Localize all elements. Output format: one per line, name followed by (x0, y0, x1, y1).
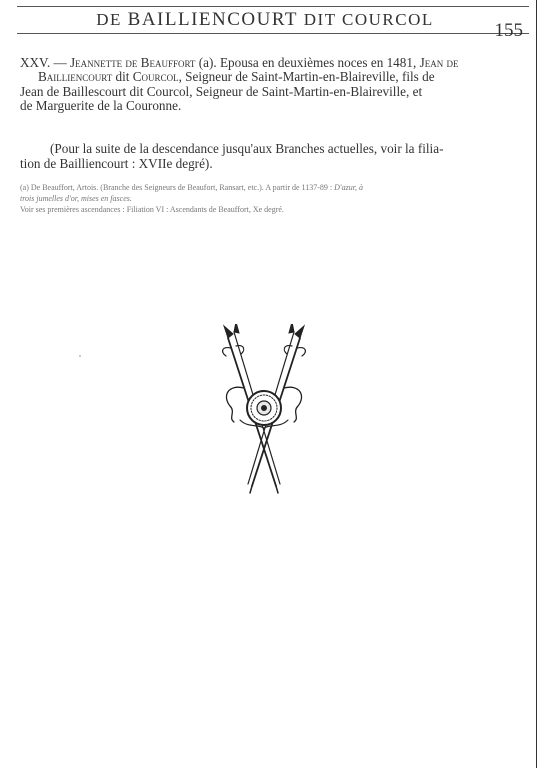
running-header (30, 9, 500, 31)
header-prefix: DE (96, 10, 122, 29)
spouse-alias: Courcol (132, 69, 179, 85)
entry-line-3: Jean de Baillescourt dit Courcol, Seigneur de Saint-Martin-en-Blaireville, et (20, 83, 423, 99)
person-name: Jeannette de Beauffort (69, 55, 196, 70)
paper-speck (79, 355, 81, 357)
blazon-text: D'azur, à (334, 183, 363, 192)
header-rule-top (17, 6, 529, 7)
header-family-name: BAILLIENCOURT (127, 9, 298, 30)
entry-line-2 (20, 70, 523, 84)
page-number: 155 (494, 20, 523, 41)
spouse-surname: Bailliencourt (38, 69, 113, 85)
genealogy-entry (20, 56, 523, 114)
entry-line-1 (20, 56, 523, 70)
footnote-text: (a) De Beauffort, Artois. (Branche des Seigneurs de Beaufort, Ransart, etc.). A partir de 1137-89 : (20, 183, 335, 192)
entry-number: XXV. — (20, 55, 70, 70)
continuation-line-1: (Pour la suite de la descendance jusqu'aux Branches actuelles, voir la filia- (50, 141, 444, 156)
continuation-line-2: tion de Bailliencourt : XVIIe degré). (20, 156, 213, 171)
header-rule-bottom (17, 33, 529, 34)
footnote-line-2 (20, 193, 520, 204)
page-edge (536, 0, 538, 768)
crossed-halberds-shield-icon (214, 324, 314, 494)
entry-text: dit (112, 69, 133, 85)
entry-text: , Seigneur de Saint-Martin-en-Blaireville, fils de (178, 69, 435, 85)
footnote-line-1 (20, 182, 520, 193)
continuation-note (20, 141, 523, 171)
entry-text: (a). Epousa en deuxièmes noces en 1481, (195, 55, 420, 70)
footnote-line-3: Voir ses premières ascendances : Filiation VI : Ascendants de Beauffort, Xe degré. (20, 205, 284, 214)
footnotes (20, 182, 520, 215)
blazon-text: trois jumelles d'or, mises en fasces. (20, 194, 132, 203)
header-suffix: DIT COURCOL (303, 10, 434, 29)
spouse-name-part: Jean de (419, 55, 459, 70)
entry-line-4: de Marguerite de la Couronne. (20, 98, 182, 114)
